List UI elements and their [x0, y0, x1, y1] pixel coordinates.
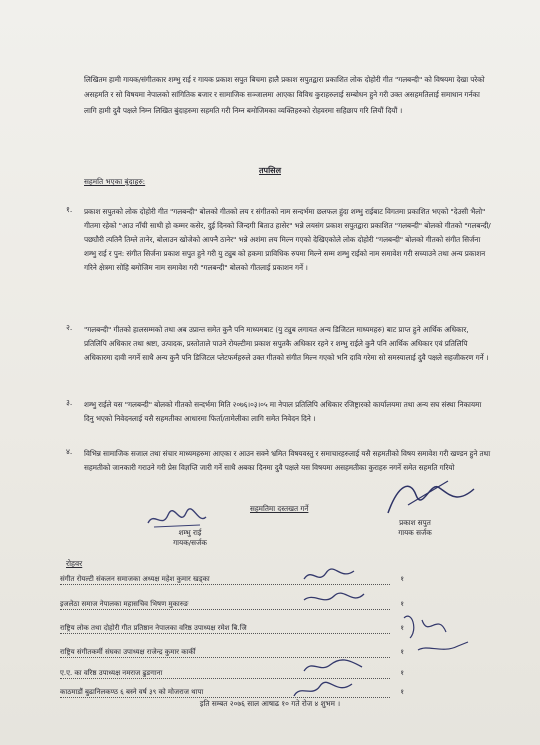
signatory-role: गायक सर्जक	[398, 528, 432, 537]
witness-signature-scribble	[300, 565, 360, 587]
witness-signature-scribble	[300, 655, 370, 677]
witness-number: १	[400, 688, 404, 696]
witness-title: रोहवर	[66, 559, 83, 568]
witness-text: राष्ट्रिय लोक तथा दोहोरी गीत प्रतिष्ठान नेपालका वरिष्ठ उपाध्यक्ष रमेश बि.जि	[60, 624, 247, 632]
signatory-prakash	[370, 518, 460, 538]
witness-text: संगीत रोयल्टी संकलन समाजका अध्यक्ष महेश कुमार खड्का	[60, 575, 210, 583]
intro-paragraph: लिखितम हामी गायक/संगीतकार शम्भु राई र गायक प्रकाश सपुत बिचमा हालै प्रकाश सपुतद्वारा प्रकाशित लोक दोहोरी गीत "गलबन्दी" को विषयमा देखा परेको असहमति र सो विषयमा नेपालको सांगितिक बजार र सामाजिक सञ्जालमा आएका विविध कुराहरुलाई सम्बोधन हुने गरी उक्त असहमतिलाई समाधान गर्नका लागि हामी दुवै पक्षले निम्न लिखित बुंदाहरुमा सहमति गरी निम्न बमोजिमका व्यक्तिहरुको रोहवरमा सहिछाप गरि लियौं दियौं ।	[84, 75, 485, 115]
witness-number: १	[400, 669, 404, 677]
item-number: २.	[66, 323, 73, 332]
agreement-item: विभिन्न सामाजिक सजाल तथा संचार माध्यमहरुमा आएका र आउन सक्ने भ्रमित विषयवस्तु र समाचारहरुलाई यसै सहमतीको विषय समावेश गरी खण्डन हुने तथा सहमतीको जानकारी गराउने गरी प्रेस विज्ञप्ति जारी गर्ने साथै अबका दिनमा दुवै पक्षले यस विषयमा असहमतीका कुराहरु नगर्ने समेत सहमति गरियो	[84, 449, 491, 472]
witness-number: १	[400, 648, 404, 656]
witness-number: १	[400, 575, 404, 583]
signatory-name: शम्भु राई	[178, 528, 202, 537]
item-number: १.	[66, 205, 73, 214]
witness-signature-scribble	[300, 588, 370, 610]
section-heading: तपसिल	[258, 166, 281, 175]
witness-text: काठमाडौं बुढानिलकण्ठ ६ बस्ने वर्ष ३९ को मोजराज थापा	[60, 688, 204, 696]
agreement-item: प्रकाश सपुतको लोक दोहोरी गीत "गलबन्दी" बोलको गीतको लय र संगीतको नाम सन्दर्भमा छलफल हुंदा शम्भु राईबाट विगतमा प्रकाशित भएको "देउसी भैलो" गीतमा रहेको "आउ नाँची साथी हो कम्मर कसेर, दुई दिनको जिन्दगी बिताउ हासेर" भन्ने लयसंग प्रकाश सपुतद्वारा प्रकाशित "गलबन्दी" बोलको गीतको "गलबन्दी/पछ्यौरी त्यतिनै तिम्ले तानेर, बोलाउन खोजेको आफ्नै ठानेर" भन्ने अशंमा लय मिल्न गएको देखिएकोले लोक दोहोरी "गलबन्दी" बोलको गीतको संगीत सिर्जना शम्भु राई र पुन: संगीत सिर्जना प्रकाश सपुत हुने गरी यु ट्युब को हकमा प्राविधिक रुपमा मिल्ने सम्म शम्भु राईको नाम समावेश गरी सच्याउने तथा अन्य प्रकाशन गरिने क्षेत्रमा सोहि बमोजिम नाम समावेश गरी "गलबन्दी" बोलको गीतलाई प्रकाशन गर्ने ।	[84, 207, 491, 272]
witness-number: १	[400, 600, 404, 608]
agreement-item: "गलबन्दी" गीतको हालसम्मको तथा अब उप्रान्त समेत कुनै पनि माध्यमबाट (यु ट्युब लगायत अन्य डिजिटल माध्यमहरु) बाट प्राप्त हुने आर्थिक अधिकार, प्रतिलिपि अधिकार तथा श्रष्टा, उत्पादक, प्रस्तोताले पाउने रोयल्टीमा प्रकाश सपुतकै अधिकार रहने र शम्भु राईले कुनै पनि आर्थिक अधिकार एवं प्रतिलिपि अधिकारमा दावी नगर्ने साथै अन्य कुनै पनि डिजिटल प्लेटफर्महरुले उक्त गीतको संगीत मिल्न गएको भनि दावि गरेमा सो समस्यालाई दुवै पक्षले सहजीकरण गर्ने ।	[84, 325, 489, 362]
signatory-name: प्रकाश सपुत	[399, 518, 431, 527]
witness-row	[60, 624, 404, 634]
item-number: ३.	[66, 398, 73, 407]
signatory-shambhu	[150, 528, 230, 548]
signatory-role: गायक/सर्जक	[173, 538, 207, 547]
agreement-item: शम्भु राईले यस "गलबन्दी" बोलको गीतको सन्दर्भमा मिति २०७६।०३।०५ मा नेपाल प्रतिलिपि अधिकार रजिष्ट्रारको कार्यालयमा तथा अन्य सघ संस्था निकायमा दिनु भएको निवेदनलाई यसै सहमतीका आधारमा फिर्ता/तामेलीका लागि समेत निवेदन दिने ।	[84, 400, 482, 423]
closing-line: इति सम्बत २०७६ साल आषाढ १० गते रोज ४ शुभम ।	[199, 699, 341, 708]
witness-text: इजलेठा समाज नेपालका महासचिव भिषण मुकारुङ	[60, 600, 189, 608]
agreement-points-subheading: सहमति भएका बुंदाहरु:	[84, 177, 146, 186]
witness-signature-scribble	[398, 608, 478, 658]
witness-text: राष्ट्रिय संगीतकर्मी संघका उपाध्यक्ष राजेन्द्र कुमार कार्की	[60, 648, 196, 656]
witness-text: ए.ए. का वरिष्ठ उपाध्यक्ष नमराज ढुङगाना	[60, 669, 163, 677]
item-number: ४.	[66, 447, 73, 456]
signature-scribble-prakash	[378, 475, 488, 520]
witness-number: १	[400, 624, 404, 632]
signing-heading: सहमतिमा दस्तखत गर्ने	[250, 504, 309, 513]
